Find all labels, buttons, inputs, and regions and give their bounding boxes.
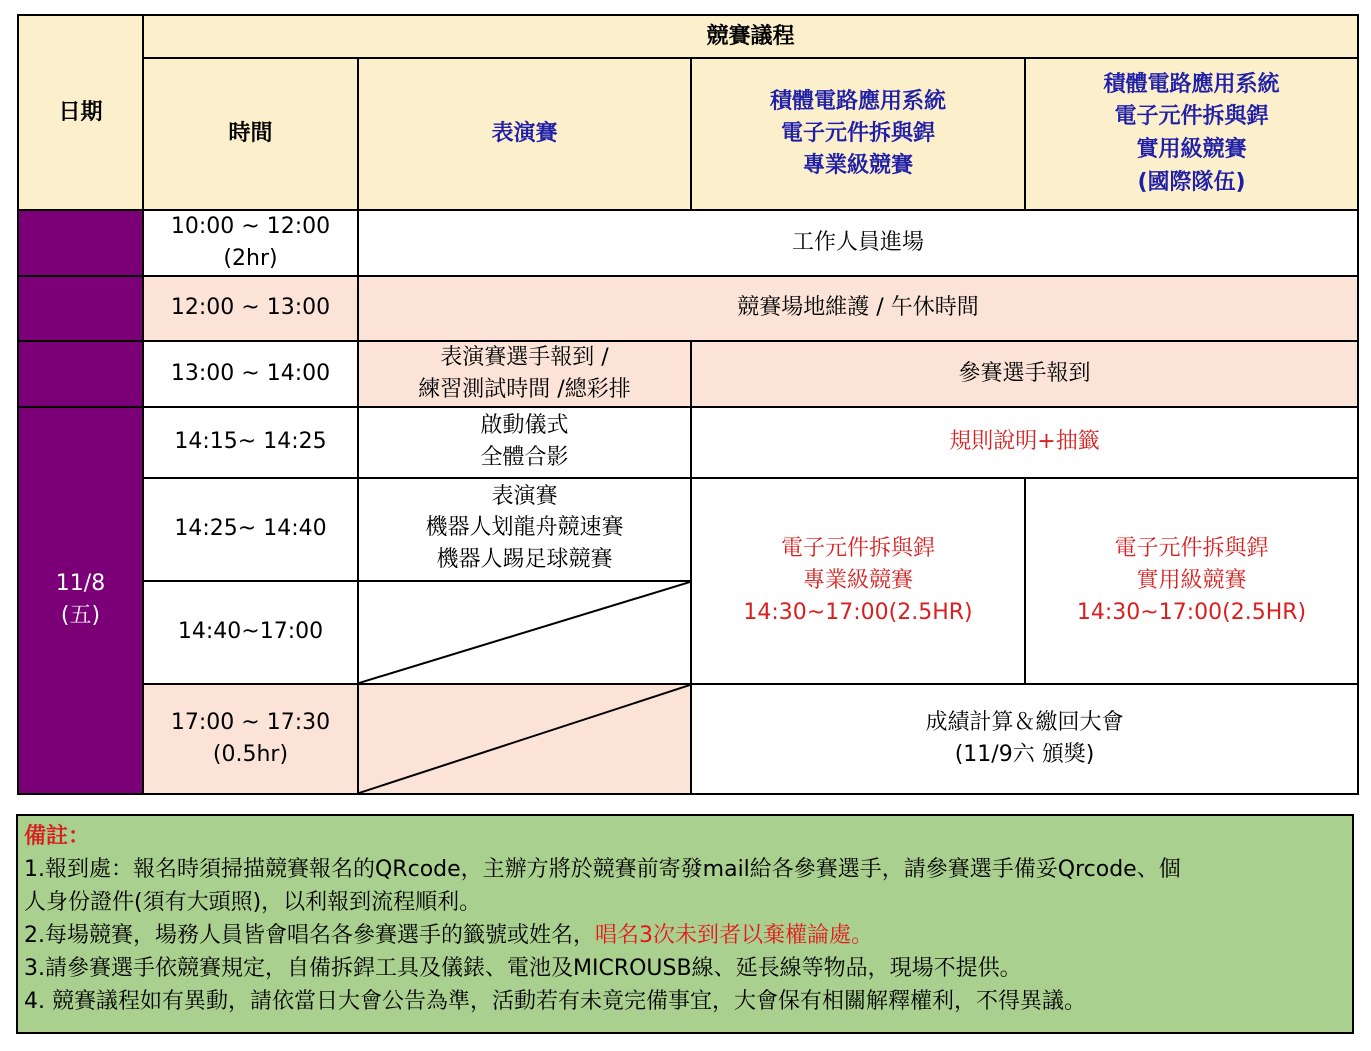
date-value: 11/8 xyxy=(55,571,106,597)
date-header: 日期 xyxy=(18,15,143,210)
time-cell: 14:25~ 14:40 xyxy=(143,478,358,581)
date-cell-2 xyxy=(18,276,143,341)
agenda-title: 競賽議程 xyxy=(143,15,1358,58)
rules-draw-cell: 規則說明+抽籤 xyxy=(691,407,1358,478)
note-item-1: 1.報到處：報名時須掃描競賽報名的QRcode，主辦方將於競賽前寄發mail給各參賽選手，請參賽選手備妥Qrcode、個 xyxy=(24,857,1181,882)
forfeit-warning: 唱名3次未到者以棄權論處。 xyxy=(595,923,873,948)
time-cell: 10:00 ~ 12:00 (2hr) xyxy=(143,210,358,276)
time-cell: 17:00 ~ 17:30 (0.5hr) xyxy=(143,684,358,794)
contestant-checkin-cell: 參賽選手報到 xyxy=(691,341,1358,407)
agenda-table xyxy=(17,14,1359,795)
professional-competition-cell: 電子元件拆與銲 專業級競賽 14:30~17:00(2.5HR) xyxy=(691,478,1025,684)
note-item-2-text: 2.每場競賽，場務人員皆會唱名各參賽選手的籤號或姓名， xyxy=(24,923,595,948)
practical-column-header: 積體電路應用系統 電子元件拆與銲 實用級競賽 (國際隊伍) xyxy=(1025,58,1358,210)
note-item-2 xyxy=(24,919,1346,952)
exhibition-column-header: 表演賽 xyxy=(358,58,691,210)
professional-column-header: 積體電路應用系統 電子元件拆與銲 專業級競賽 xyxy=(691,58,1025,210)
empty-diagonal-cell xyxy=(358,581,691,684)
staff-entry-cell: 工作人員進場 xyxy=(358,210,1358,276)
practical-competition-cell: 電子元件拆與銲 實用級競賽 14:30~17:00(2.5HR) xyxy=(1025,478,1358,684)
exhibition-match-cell: 表演賽 機器人划龍舟競速賽 機器人踢足球競賽 xyxy=(358,478,691,581)
diagonal-line xyxy=(359,582,690,683)
weekday-value: (五) xyxy=(60,603,101,629)
note-item-1-cont: 人身份證件(須有大頭照)，以利報到流程順利。 xyxy=(24,890,482,915)
note-item-3: 3.請參賽選手依競賽規定，自備拆銲工具及儀錶、電池及MICROUSB線、延長線等物品，現場不提供。 xyxy=(24,956,1022,981)
note-item-4: 4. 競賽議程如有異動，請依當日大會公告為準，活動若有未竟完備事宜，大會保有相關解釋權利，不得異議。 xyxy=(24,989,1086,1014)
time-column-header: 時間 xyxy=(143,58,358,210)
time-cell: 14:40~17:00 xyxy=(143,581,358,684)
score-calculation-cell: 成績計算＆繳回大會 (11/9六 頒獎) xyxy=(691,684,1358,794)
diagonal-line xyxy=(359,685,690,793)
date-cell-3 xyxy=(18,341,143,407)
time-cell: 14:15~ 14:25 xyxy=(143,407,358,478)
notes-box xyxy=(16,814,1354,1034)
notes-title: 備註： xyxy=(24,824,91,849)
lunch-break-cell: 競賽場地維護 / 午休時間 xyxy=(358,276,1358,341)
time-cell: 12:00 ~ 13:00 xyxy=(143,276,358,341)
empty-diagonal-cell xyxy=(358,684,691,794)
date-cell xyxy=(18,407,143,794)
exhibition-checkin-cell: 表演賽選手報到 / 練習測試時間 /總彩排 xyxy=(358,341,691,407)
opening-ceremony-cell: 啟動儀式 全體合影 xyxy=(358,407,691,478)
time-cell: 13:00 ~ 14:00 xyxy=(143,341,358,407)
date-cell-1 xyxy=(18,210,143,276)
